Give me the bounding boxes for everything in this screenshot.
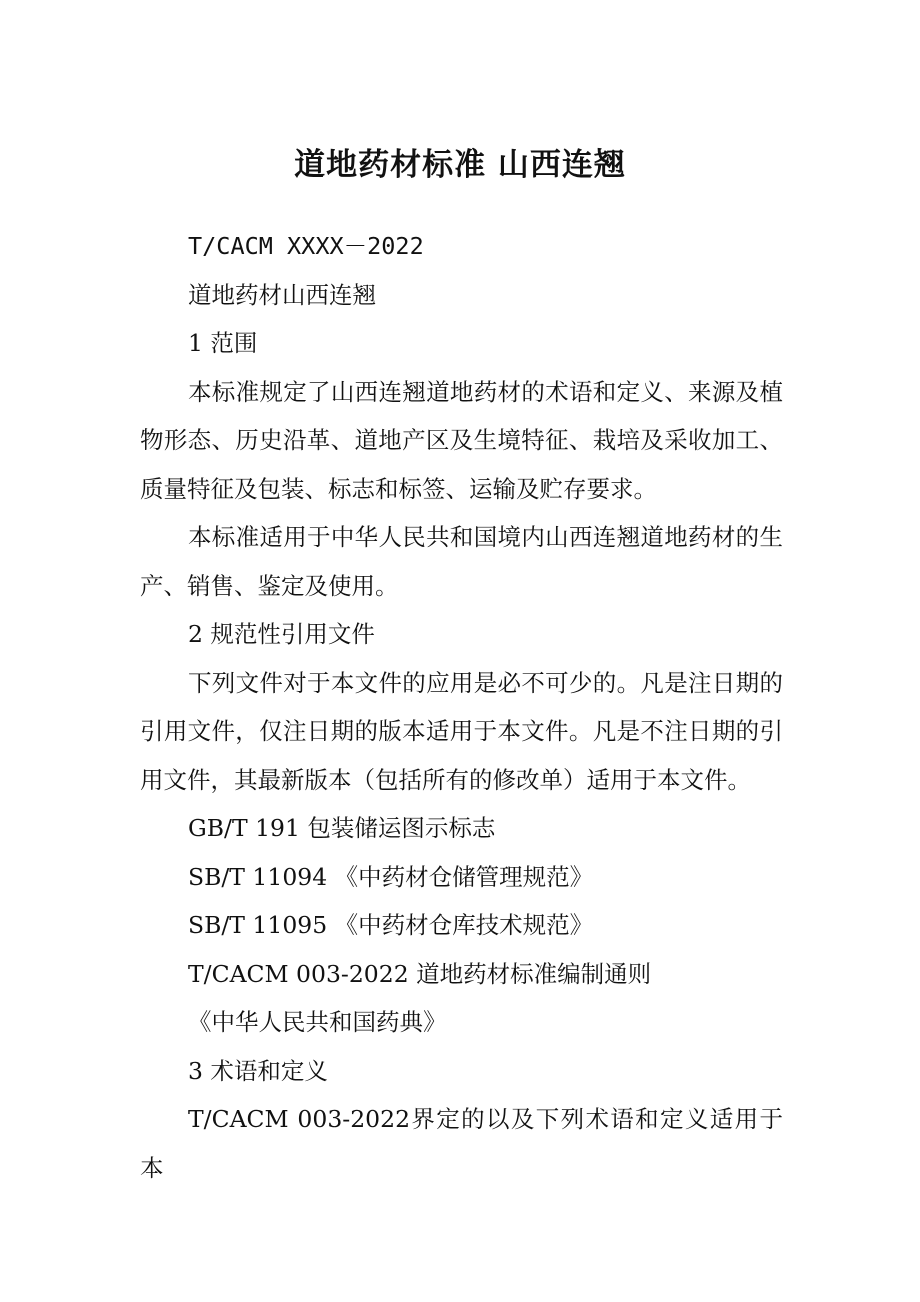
applicability-paragraph: 本标准适用于中华人民共和国境内山西连翘道地药材的生产、销售、鉴定及使用。	[140, 523, 783, 600]
reference-item: SB/T 11095 《中药材仓库技术规范》	[188, 911, 594, 939]
terms-paragraph: T/CACM 003-2022界定的以及下列术语和定义适用于本	[140, 1105, 783, 1182]
standard-name: 道地药材山西连翘	[188, 280, 376, 309]
references-paragraph: 下列文件对于本文件的应用是必不可少的。凡是注日期的引用文件，仅注日期的版本适用于本文件。凡是不注日期的引用文件，其最新版本（包括所有的修改单）适用于本文件。	[140, 668, 783, 794]
section-heading-terms: 3 术语和定义	[188, 1056, 328, 1085]
reference-item: T/CACM 003-2022 道地药材标准编制通则	[188, 959, 652, 988]
section-heading-scope: 1 范围	[188, 329, 258, 357]
document-title: 道地药材标准 山西连翘	[294, 147, 626, 183]
reference-item: GB/T 191 包装储运图示标志	[188, 814, 496, 842]
document-body	[140, 222, 783, 1192]
reference-item: 《中华人民共和国药典》	[188, 1008, 447, 1036]
section-heading-references: 2 规范性引用文件	[188, 620, 375, 648]
standard-number: T/CACM XXXX－2022	[188, 232, 424, 260]
reference-item: SB/T 11094 《中药材仓储管理规范》	[188, 862, 594, 891]
scope-paragraph: 本标准规定了山西连翘道地药材的术语和定义、来源及植物形态、历史沿革、道地产区及生境特征、栽培及采收加工、质量特征及包装、标志和标签、运输及贮存要求。	[140, 377, 783, 503]
